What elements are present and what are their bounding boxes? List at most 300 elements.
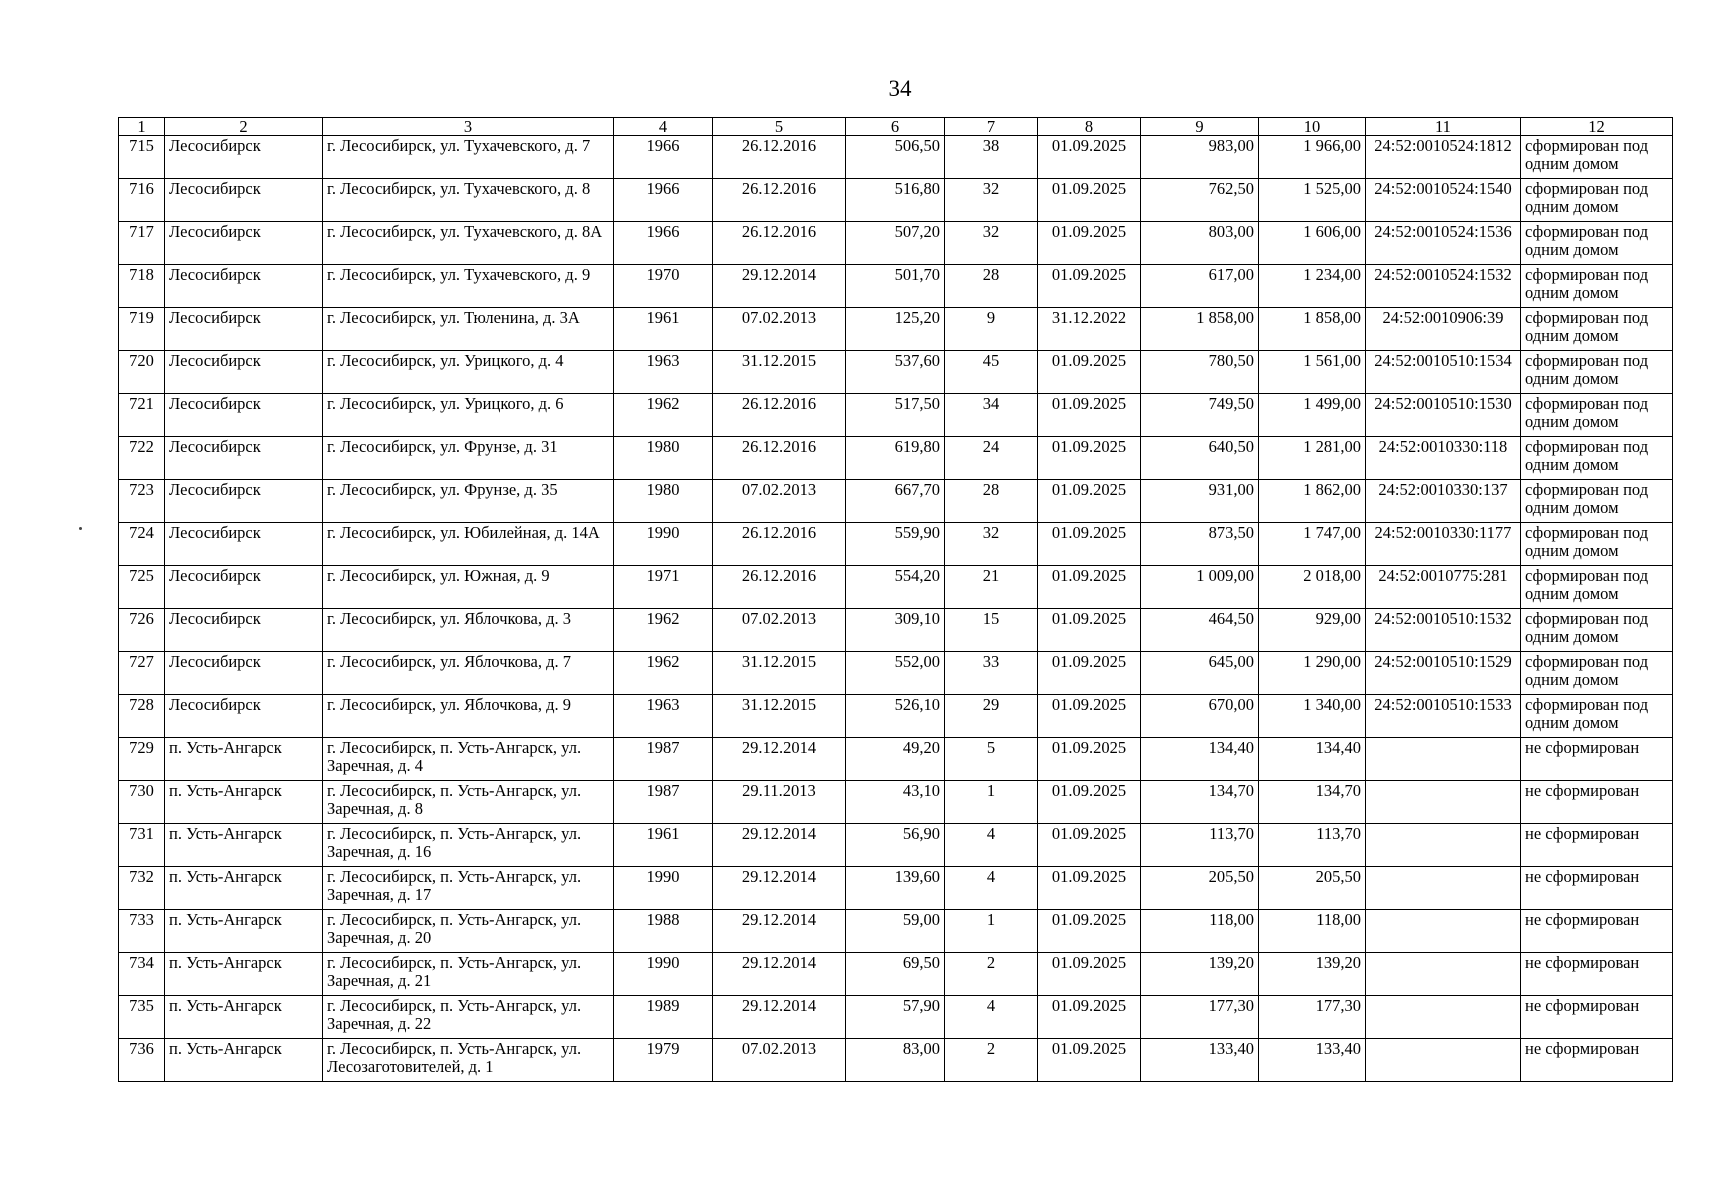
- status-cell: не сформирован: [1521, 910, 1673, 953]
- table-row: [119, 652, 1673, 695]
- year-built-cell: 1963: [614, 351, 713, 394]
- address-cell: г. Лесосибирск, ул. Яблочкова, д. 7: [323, 652, 614, 695]
- value-cell: 617,00: [1141, 265, 1259, 308]
- row-number-cell: 732: [119, 867, 165, 910]
- row-number-cell: 733: [119, 910, 165, 953]
- date-cell: 26.12.2016: [713, 437, 846, 480]
- locality-cell: Лесосибирск: [165, 394, 323, 437]
- residents-cell: 2: [945, 953, 1038, 996]
- total-cell: 205,50: [1259, 867, 1366, 910]
- cadastral-number-cell: 24:52:0010510:1529: [1366, 652, 1521, 695]
- address-cell: г. Лесосибирск, ул. Яблочкова, д. 3: [323, 609, 614, 652]
- row-number-cell: 721: [119, 394, 165, 437]
- year-built-cell: 1987: [614, 738, 713, 781]
- year-built-cell: 1980: [614, 437, 713, 480]
- value-cell: 645,00: [1141, 652, 1259, 695]
- year-built-cell: 1966: [614, 136, 713, 179]
- value-cell: 670,00: [1141, 695, 1259, 738]
- deadline-cell: 01.09.2025: [1038, 179, 1141, 222]
- value-cell: 1 009,00: [1141, 566, 1259, 609]
- status-cell: не сформирован: [1521, 867, 1673, 910]
- table-row: [119, 824, 1673, 867]
- scan-dot: [79, 527, 82, 530]
- total-cell: 1 281,00: [1259, 437, 1366, 480]
- date-cell: 29.11.2013: [713, 781, 846, 824]
- area-cell: 83,00: [846, 1039, 945, 1082]
- residents-cell: 29: [945, 695, 1038, 738]
- row-number-cell: 727: [119, 652, 165, 695]
- deadline-cell: 01.09.2025: [1038, 609, 1141, 652]
- residents-cell: 33: [945, 652, 1038, 695]
- residents-cell: 4: [945, 996, 1038, 1039]
- deadline-cell: 01.09.2025: [1038, 738, 1141, 781]
- address-cell: г. Лесосибирск, п. Усть-Ангарск, ул. Заречная, д. 4: [323, 738, 614, 781]
- cadastral-number-cell: 24:52:0010330:137: [1366, 480, 1521, 523]
- address-cell: г. Лесосибирск, ул. Юбилейная, д. 14А: [323, 523, 614, 566]
- table-row: [119, 437, 1673, 480]
- year-built-cell: 1961: [614, 824, 713, 867]
- value-cell: 133,40: [1141, 1039, 1259, 1082]
- date-cell: 29.12.2014: [713, 996, 846, 1039]
- locality-cell: Лесосибирск: [165, 652, 323, 695]
- total-cell: 133,40: [1259, 1039, 1366, 1082]
- residents-cell: 45: [945, 351, 1038, 394]
- table-row: [119, 953, 1673, 996]
- value-cell: 464,50: [1141, 609, 1259, 652]
- deadline-cell: 01.09.2025: [1038, 867, 1141, 910]
- address-cell: г. Лесосибирск, п. Усть-Ангарск, ул. Лесозаготовителей, д. 1: [323, 1039, 614, 1082]
- cadastral-number-cell: 24:52:0010906:39: [1366, 308, 1521, 351]
- locality-cell: п. Усть-Ангарск: [165, 824, 323, 867]
- cadastral-number-cell: [1366, 996, 1521, 1039]
- value-cell: 118,00: [1141, 910, 1259, 953]
- locality-cell: Лесосибирск: [165, 265, 323, 308]
- column-header: 11: [1366, 118, 1521, 136]
- date-cell: 07.02.2013: [713, 1039, 846, 1082]
- date-cell: 26.12.2016: [713, 523, 846, 566]
- table-row: [119, 695, 1673, 738]
- address-cell: г. Лесосибирск, ул. Тухачевского, д. 8: [323, 179, 614, 222]
- cadastral-number-cell: 24:52:0010775:281: [1366, 566, 1521, 609]
- table-row: [119, 867, 1673, 910]
- row-number-cell: 719: [119, 308, 165, 351]
- address-cell: г. Лесосибирск, п. Усть-Ангарск, ул. Заречная, д. 8: [323, 781, 614, 824]
- cadastral-number-cell: 24:52:0010524:1540: [1366, 179, 1521, 222]
- table-row: [119, 136, 1673, 179]
- locality-cell: п. Усть-Ангарск: [165, 781, 323, 824]
- table-row: [119, 351, 1673, 394]
- locality-cell: Лесосибирск: [165, 351, 323, 394]
- total-cell: 1 862,00: [1259, 480, 1366, 523]
- value-cell: 803,00: [1141, 222, 1259, 265]
- table-row: [119, 781, 1673, 824]
- cadastral-number-cell: [1366, 953, 1521, 996]
- year-built-cell: 1962: [614, 394, 713, 437]
- year-built-cell: 1990: [614, 953, 713, 996]
- residents-cell: 32: [945, 179, 1038, 222]
- row-number-cell: 717: [119, 222, 165, 265]
- row-number-cell: 720: [119, 351, 165, 394]
- area-cell: 619,80: [846, 437, 945, 480]
- status-cell: не сформирован: [1521, 781, 1673, 824]
- year-built-cell: 1971: [614, 566, 713, 609]
- locality-cell: Лесосибирск: [165, 308, 323, 351]
- deadline-cell: 01.09.2025: [1038, 136, 1141, 179]
- deadline-cell: 01.09.2025: [1038, 222, 1141, 265]
- value-cell: 177,30: [1141, 996, 1259, 1039]
- row-number-cell: 715: [119, 136, 165, 179]
- value-cell: 931,00: [1141, 480, 1259, 523]
- locality-cell: Лесосибирск: [165, 566, 323, 609]
- address-cell: г. Лесосибирск, ул. Южная, д. 9: [323, 566, 614, 609]
- value-cell: 640,50: [1141, 437, 1259, 480]
- status-cell: сформирован под одним домом: [1521, 652, 1673, 695]
- status-cell: сформирован под одним домом: [1521, 609, 1673, 652]
- date-cell: 07.02.2013: [713, 609, 846, 652]
- date-cell: 29.12.2014: [713, 910, 846, 953]
- locality-cell: п. Усть-Ангарск: [165, 953, 323, 996]
- address-cell: г. Лесосибирск, п. Усть-Ангарск, ул. Заречная, д. 17: [323, 867, 614, 910]
- address-cell: г. Лесосибирск, ул. Яблочкова, д. 9: [323, 695, 614, 738]
- address-cell: г. Лесосибирск, ул. Тухачевского, д. 9: [323, 265, 614, 308]
- column-header: 8: [1038, 118, 1141, 136]
- deadline-cell: 01.09.2025: [1038, 265, 1141, 308]
- total-cell: 177,30: [1259, 996, 1366, 1039]
- area-cell: 506,50: [846, 136, 945, 179]
- table-row: [119, 308, 1673, 351]
- value-cell: 139,20: [1141, 953, 1259, 996]
- column-header: 7: [945, 118, 1038, 136]
- total-cell: 1 561,00: [1259, 351, 1366, 394]
- column-header: 1: [119, 118, 165, 136]
- table-row: [119, 996, 1673, 1039]
- area-cell: 309,10: [846, 609, 945, 652]
- deadline-cell: 01.09.2025: [1038, 652, 1141, 695]
- row-number-cell: 735: [119, 996, 165, 1039]
- status-cell: сформирован под одним домом: [1521, 480, 1673, 523]
- table-row: [119, 609, 1673, 652]
- locality-cell: Лесосибирск: [165, 480, 323, 523]
- locality-cell: Лесосибирск: [165, 609, 323, 652]
- column-header: 12: [1521, 118, 1673, 136]
- value-cell: 113,70: [1141, 824, 1259, 867]
- status-cell: не сформирован: [1521, 738, 1673, 781]
- status-cell: сформирован под одним домом: [1521, 437, 1673, 480]
- year-built-cell: 1962: [614, 609, 713, 652]
- cadastral-number-cell: [1366, 910, 1521, 953]
- locality-cell: Лесосибирск: [165, 136, 323, 179]
- residents-cell: 32: [945, 222, 1038, 265]
- cadastral-number-cell: 24:52:0010510:1533: [1366, 695, 1521, 738]
- deadline-cell: 01.09.2025: [1038, 394, 1141, 437]
- date-cell: 26.12.2016: [713, 179, 846, 222]
- value-cell: 205,50: [1141, 867, 1259, 910]
- date-cell: 07.02.2013: [713, 480, 846, 523]
- locality-cell: п. Усть-Ангарск: [165, 1039, 323, 1082]
- total-cell: 113,70: [1259, 824, 1366, 867]
- total-cell: 1 234,00: [1259, 265, 1366, 308]
- row-number-cell: 722: [119, 437, 165, 480]
- residents-cell: 24: [945, 437, 1038, 480]
- status-cell: сформирован под одним домом: [1521, 695, 1673, 738]
- deadline-cell: 31.12.2022: [1038, 308, 1141, 351]
- row-number-cell: 725: [119, 566, 165, 609]
- area-cell: 69,50: [846, 953, 945, 996]
- address-cell: г. Лесосибирск, ул. Фрунзе, д. 31: [323, 437, 614, 480]
- status-cell: не сформирован: [1521, 953, 1673, 996]
- status-cell: сформирован под одним домом: [1521, 523, 1673, 566]
- area-cell: 526,10: [846, 695, 945, 738]
- area-cell: 537,60: [846, 351, 945, 394]
- area-cell: 517,50: [846, 394, 945, 437]
- residents-cell: 4: [945, 867, 1038, 910]
- year-built-cell: 1979: [614, 1039, 713, 1082]
- year-built-cell: 1970: [614, 265, 713, 308]
- address-cell: г. Лесосибирск, ул. Тухачевского, д. 8А: [323, 222, 614, 265]
- year-built-cell: 1963: [614, 695, 713, 738]
- total-cell: 1 966,00: [1259, 136, 1366, 179]
- total-cell: 2 018,00: [1259, 566, 1366, 609]
- date-cell: 29.12.2014: [713, 867, 846, 910]
- residents-cell: 21: [945, 566, 1038, 609]
- status-cell: сформирован под одним домом: [1521, 136, 1673, 179]
- locality-cell: Лесосибирск: [165, 523, 323, 566]
- value-cell: 749,50: [1141, 394, 1259, 437]
- total-cell: 134,40: [1259, 738, 1366, 781]
- value-cell: 1 858,00: [1141, 308, 1259, 351]
- total-cell: 118,00: [1259, 910, 1366, 953]
- area-cell: 43,10: [846, 781, 945, 824]
- year-built-cell: 1966: [614, 222, 713, 265]
- column-header: 4: [614, 118, 713, 136]
- total-cell: 1 606,00: [1259, 222, 1366, 265]
- cadastral-number-cell: 24:52:0010524:1812: [1366, 136, 1521, 179]
- total-cell: 1 858,00: [1259, 308, 1366, 351]
- residents-cell: 28: [945, 480, 1038, 523]
- row-number-cell: 731: [119, 824, 165, 867]
- housing-table: [118, 117, 1673, 1082]
- value-cell: 983,00: [1141, 136, 1259, 179]
- residents-cell: 32: [945, 523, 1038, 566]
- deadline-cell: 01.09.2025: [1038, 523, 1141, 566]
- date-cell: 29.12.2014: [713, 265, 846, 308]
- column-header: 6: [846, 118, 945, 136]
- locality-cell: п. Усть-Ангарск: [165, 996, 323, 1039]
- table-row: [119, 265, 1673, 308]
- date-cell: 29.12.2014: [713, 738, 846, 781]
- cadastral-number-cell: [1366, 781, 1521, 824]
- area-cell: 501,70: [846, 265, 945, 308]
- table-row: [119, 910, 1673, 953]
- value-cell: 873,50: [1141, 523, 1259, 566]
- locality-cell: Лесосибирск: [165, 437, 323, 480]
- row-number-cell: 716: [119, 179, 165, 222]
- status-cell: не сформирован: [1521, 824, 1673, 867]
- total-cell: 1 290,00: [1259, 652, 1366, 695]
- date-cell: 31.12.2015: [713, 351, 846, 394]
- total-cell: 1 340,00: [1259, 695, 1366, 738]
- deadline-cell: 01.09.2025: [1038, 1039, 1141, 1082]
- date-cell: 26.12.2016: [713, 566, 846, 609]
- address-cell: г. Лесосибирск, п. Усть-Ангарск, ул. Заречная, д. 16: [323, 824, 614, 867]
- deadline-cell: 01.09.2025: [1038, 437, 1141, 480]
- column-header: 5: [713, 118, 846, 136]
- date-cell: 26.12.2016: [713, 222, 846, 265]
- cadastral-number-cell: 24:52:0010524:1532: [1366, 265, 1521, 308]
- row-number-cell: 718: [119, 265, 165, 308]
- address-cell: г. Лесосибирск, ул. Урицкого, д. 4: [323, 351, 614, 394]
- row-number-cell: 726: [119, 609, 165, 652]
- row-number-cell: 724: [119, 523, 165, 566]
- area-cell: 667,70: [846, 480, 945, 523]
- table-row: [119, 1039, 1673, 1082]
- year-built-cell: 1989: [614, 996, 713, 1039]
- address-cell: г. Лесосибирск, п. Усть-Ангарск, ул. Заречная, д. 21: [323, 953, 614, 996]
- status-cell: сформирован под одним домом: [1521, 179, 1673, 222]
- page-number: 34: [888, 76, 912, 101]
- address-cell: г. Лесосибирск, п. Усть-Ангарск, ул. Заречная, д. 22: [323, 996, 614, 1039]
- table-row: [119, 394, 1673, 437]
- year-built-cell: 1962: [614, 652, 713, 695]
- address-cell: г. Лесосибирск, п. Усть-Ангарск, ул. Заречная, д. 20: [323, 910, 614, 953]
- row-number-cell: 734: [119, 953, 165, 996]
- deadline-cell: 01.09.2025: [1038, 781, 1141, 824]
- date-cell: 29.12.2014: [713, 953, 846, 996]
- residents-cell: 4: [945, 824, 1038, 867]
- total-cell: 1 499,00: [1259, 394, 1366, 437]
- total-cell: 134,70: [1259, 781, 1366, 824]
- area-cell: 49,20: [846, 738, 945, 781]
- cadastral-number-cell: 24:52:0010330:1177: [1366, 523, 1521, 566]
- cadastral-number-cell: 24:52:0010510:1532: [1366, 609, 1521, 652]
- column-header: 9: [1141, 118, 1259, 136]
- total-cell: 1 747,00: [1259, 523, 1366, 566]
- area-cell: 57,90: [846, 996, 945, 1039]
- residents-cell: 5: [945, 738, 1038, 781]
- value-cell: 134,70: [1141, 781, 1259, 824]
- year-built-cell: 1990: [614, 867, 713, 910]
- date-cell: 07.02.2013: [713, 308, 846, 351]
- column-number-row: [119, 118, 1673, 136]
- residents-cell: 15: [945, 609, 1038, 652]
- value-cell: 780,50: [1141, 351, 1259, 394]
- cadastral-number-cell: 24:52:0010330:118: [1366, 437, 1521, 480]
- locality-cell: п. Усть-Ангарск: [165, 738, 323, 781]
- table-row: [119, 738, 1673, 781]
- column-header: 3: [323, 118, 614, 136]
- area-cell: 516,80: [846, 179, 945, 222]
- row-number-cell: 723: [119, 480, 165, 523]
- row-number-cell: 736: [119, 1039, 165, 1082]
- area-cell: 507,20: [846, 222, 945, 265]
- locality-cell: Лесосибирск: [165, 179, 323, 222]
- year-built-cell: 1966: [614, 179, 713, 222]
- deadline-cell: 01.09.2025: [1038, 566, 1141, 609]
- status-cell: сформирован под одним домом: [1521, 394, 1673, 437]
- locality-cell: Лесосибирск: [165, 222, 323, 265]
- table-row: [119, 523, 1673, 566]
- status-cell: сформирован под одним домом: [1521, 351, 1673, 394]
- status-cell: не сформирован: [1521, 1039, 1673, 1082]
- table-row: [119, 480, 1673, 523]
- residents-cell: 2: [945, 1039, 1038, 1082]
- column-header: 2: [165, 118, 323, 136]
- status-cell: сформирован под одним домом: [1521, 308, 1673, 351]
- deadline-cell: 01.09.2025: [1038, 824, 1141, 867]
- area-cell: 125,20: [846, 308, 945, 351]
- year-built-cell: 1990: [614, 523, 713, 566]
- status-cell: сформирован под одним домом: [1521, 566, 1673, 609]
- status-cell: сформирован под одним домом: [1521, 222, 1673, 265]
- table-row: [119, 566, 1673, 609]
- residents-cell: 34: [945, 394, 1038, 437]
- cadastral-number-cell: 24:52:0010510:1534: [1366, 351, 1521, 394]
- area-cell: 56,90: [846, 824, 945, 867]
- deadline-cell: 01.09.2025: [1038, 695, 1141, 738]
- address-cell: г. Лесосибирск, ул. Тухачевского, д. 7: [323, 136, 614, 179]
- cadastral-number-cell: [1366, 824, 1521, 867]
- column-header: 10: [1259, 118, 1366, 136]
- date-cell: 26.12.2016: [713, 394, 846, 437]
- area-cell: 559,90: [846, 523, 945, 566]
- area-cell: 139,60: [846, 867, 945, 910]
- year-built-cell: 1980: [614, 480, 713, 523]
- row-number-cell: 730: [119, 781, 165, 824]
- table-row: [119, 222, 1673, 265]
- address-cell: г. Лесосибирск, ул. Урицкого, д. 6: [323, 394, 614, 437]
- deadline-cell: 01.09.2025: [1038, 996, 1141, 1039]
- locality-cell: Лесосибирск: [165, 695, 323, 738]
- total-cell: 1 525,00: [1259, 179, 1366, 222]
- date-cell: 31.12.2015: [713, 652, 846, 695]
- status-cell: не сформирован: [1521, 996, 1673, 1039]
- residents-cell: 28: [945, 265, 1038, 308]
- cadastral-number-cell: [1366, 1039, 1521, 1082]
- area-cell: 554,20: [846, 566, 945, 609]
- year-built-cell: 1987: [614, 781, 713, 824]
- row-number-cell: 729: [119, 738, 165, 781]
- date-cell: 29.12.2014: [713, 824, 846, 867]
- row-number-cell: 728: [119, 695, 165, 738]
- date-cell: 26.12.2016: [713, 136, 846, 179]
- residents-cell: 9: [945, 308, 1038, 351]
- deadline-cell: 01.09.2025: [1038, 351, 1141, 394]
- deadline-cell: 01.09.2025: [1038, 953, 1141, 996]
- total-cell: 139,20: [1259, 953, 1366, 996]
- address-cell: г. Лесосибирск, ул. Тюленина, д. 3А: [323, 308, 614, 351]
- residents-cell: 1: [945, 781, 1038, 824]
- status-cell: сформирован под одним домом: [1521, 265, 1673, 308]
- table-body: [119, 136, 1673, 1082]
- cadastral-number-cell: 24:52:0010510:1530: [1366, 394, 1521, 437]
- address-cell: г. Лесосибирск, ул. Фрунзе, д. 35: [323, 480, 614, 523]
- value-cell: 762,50: [1141, 179, 1259, 222]
- deadline-cell: 01.09.2025: [1038, 480, 1141, 523]
- cadastral-number-cell: 24:52:0010524:1536: [1366, 222, 1521, 265]
- cadastral-number-cell: [1366, 738, 1521, 781]
- area-cell: 59,00: [846, 910, 945, 953]
- date-cell: 31.12.2015: [713, 695, 846, 738]
- residents-cell: 38: [945, 136, 1038, 179]
- year-built-cell: 1961: [614, 308, 713, 351]
- value-cell: 134,40: [1141, 738, 1259, 781]
- deadline-cell: 01.09.2025: [1038, 910, 1141, 953]
- locality-cell: п. Усть-Ангарск: [165, 867, 323, 910]
- cadastral-number-cell: [1366, 867, 1521, 910]
- year-built-cell: 1988: [614, 910, 713, 953]
- locality-cell: п. Усть-Ангарск: [165, 910, 323, 953]
- total-cell: 929,00: [1259, 609, 1366, 652]
